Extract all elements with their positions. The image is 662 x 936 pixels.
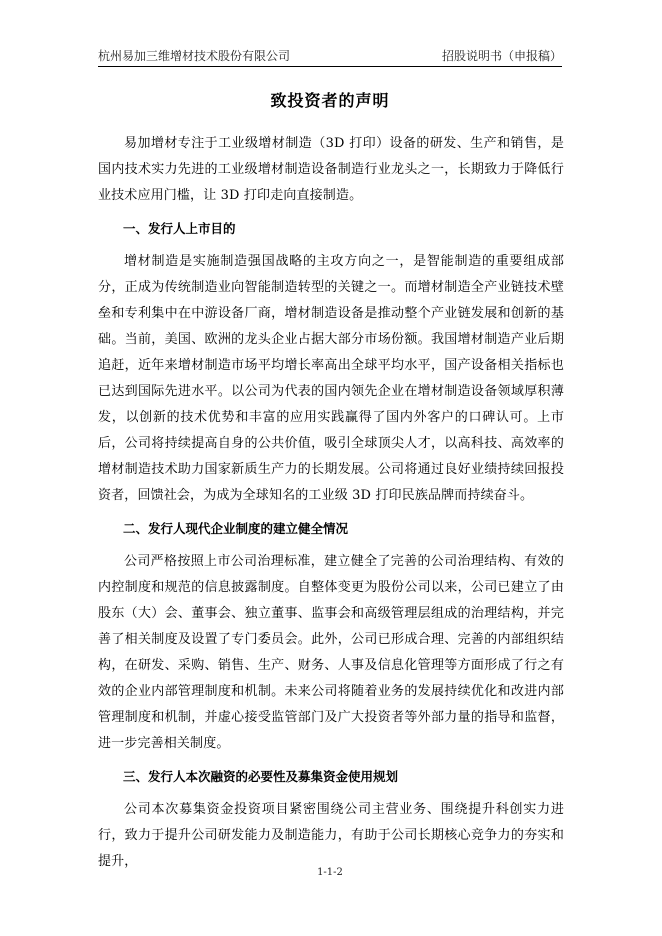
page-header: [98, 47, 562, 65]
page-title: 致投资者的声明: [270, 91, 390, 110]
section-paragraph-listing-purpose: 增材制造是实施制造强国战略的主攻方向之一，是智能制造的重要组成部分，正成为传统制造业向智能制造转型的关键之一。而增材制造全产业链技术壁垒和专利集中在中游设备厂商，增材制造设备是推动整个产业链发展和创新的基础。当前，美国、欧洲的龙头企业占据大部分市场份额。我国增材制造产业后期追赶，近年来增材制造市场平均增长率高出全球平均水平，国产设备相关指标也已达到国际先进水平。以公司为代表的国内领先企业在增材制造设备领域厚积薄发，以创新的技术优势和丰富的应用实践赢得了国内外客户的口碑认可。上市后，公司将持续提高自身的公共价值，吸引全球顶尖人才，以高科技、高效率的增材制造技术助力国家新质生产力的长期发展。公司将通过良好业绩持续回报投资者，回馈社会，为成为全球知名的工业级 3D 打印民族品牌而持续奋斗。: [98, 254, 564, 503]
header-document-type: 招股说明书（申报稿）: [441, 49, 562, 63]
page-number: 1-1-2: [317, 867, 343, 878]
document-body: [98, 131, 564, 882]
section-heading-listing-purpose: 一、发行人上市目的: [123, 221, 236, 236]
intro-paragraph: 易加增材专注于工业级增材制造（3D 打印）设备的研发、生产和销售，是国内技术实力先进的工业级增材制造设备制造行业龙头之一，长期致力于降低行业技术应用门槛，让 3D 打印走向直接制造。: [98, 136, 564, 203]
header-divider: [98, 66, 562, 67]
section-heading-corporate-governance: 二、发行人现代企业制度的建立健全情况: [123, 521, 349, 536]
section-paragraph-financing-plan: 公司本次募集资金投资项目紧密围绕公司主营业务、围绕提升科创实力进行，致力于提升公司研发能力及制造能力，有助于公司长期核心竞争力的夯实和提升，: [98, 802, 564, 869]
header-company-name: 杭州易加三维增材技术股份有限公司: [98, 49, 291, 63]
section-heading-financing-plan: 三、发行人本次融资的必要性及募集资金使用规划: [123, 769, 399, 784]
section-paragraph-corporate-governance: 公司严格按照上市公司治理标准，建立健全了完善的公司治理结构、有效的内控制度和规范的信息披露制度。自整体变更为股份公司以来，公司已建立了由股东（大）会、董事会、独立董事、监事会和高级管理层组成的治理结构，并完善了相关制度及设置了专门委员会。此外，公司已形成合理、完善的内部组织结构，在研发、采购、销售、生产、财务、人事及信息化管理等方面形成了行之有效的企业内部管理制度和机制。未来公司将随着业务的发展持续优化和改进内部管理制度和机制，并虚心接受监管部门及广大投资者等外部力量的指导和监督，进一步完善相关制度。: [98, 554, 564, 751]
